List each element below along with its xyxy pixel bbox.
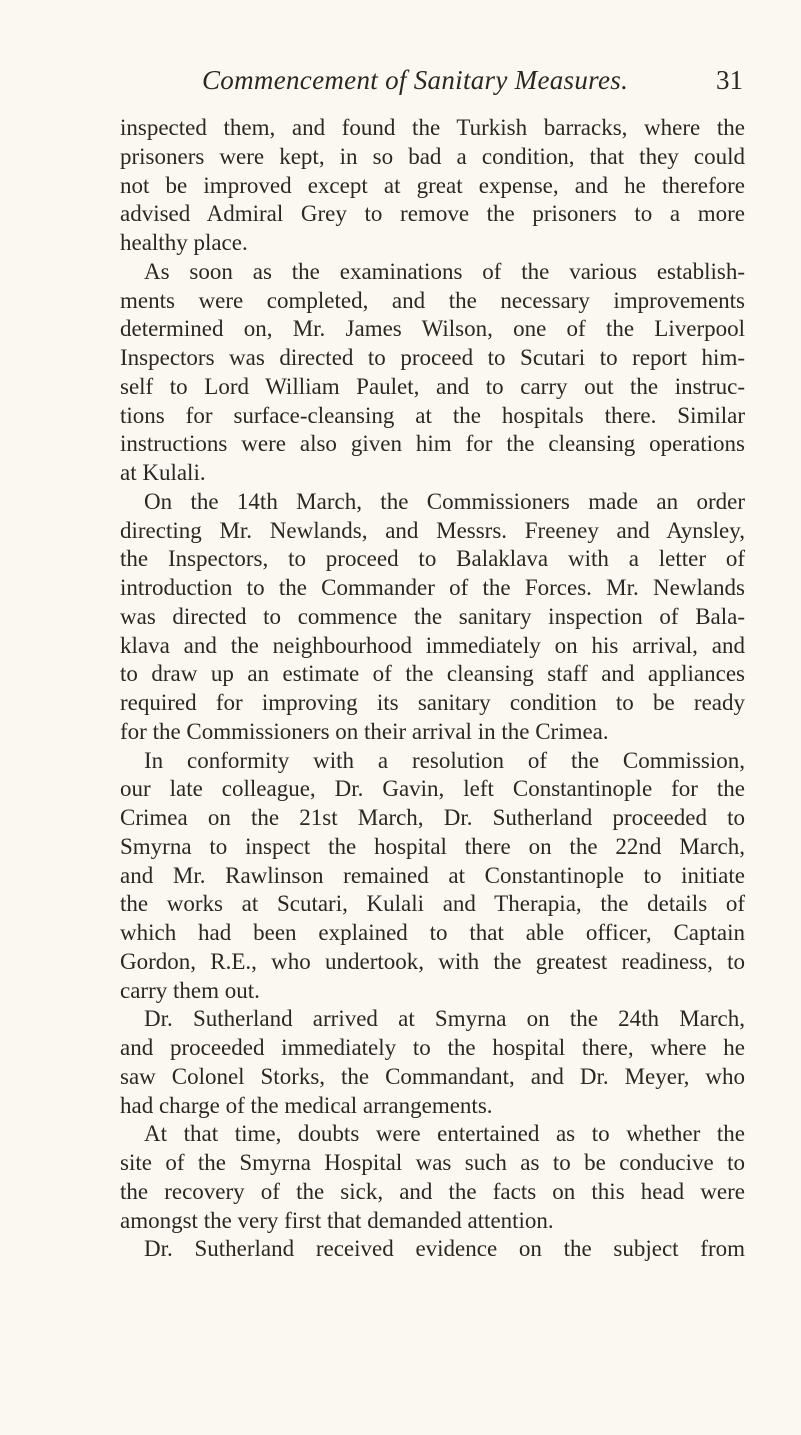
text-line: On the 14th March, the Commissioners made an order <box>144 488 745 514</box>
text-line: Inspectors was directed to proceed to Scutari to report him- <box>120 345 745 370</box>
text-line: inspected them, and found the Turkish barracks, where the <box>120 115 745 140</box>
text-line: the works at Scutari, Kulali and Therapia, the details of <box>120 891 745 917</box>
text-line: At that time, doubts were entertained as to whether the <box>144 1121 745 1147</box>
running-head <box>120 62 745 102</box>
text-line: the Inspectors, to proceed to Balaklava with a letter of <box>120 546 745 572</box>
text-line: and Mr. Rawlinson remained at Constantinople to initiate <box>120 862 745 888</box>
text-line: and proceeded immediately to the hospital there, where he <box>120 1035 745 1060</box>
text-line: As soon as the examinations of the various establish- <box>144 258 745 284</box>
text-line: Smyrna to inspect the hospital there on the 22nd March, <box>120 833 745 859</box>
text-line: In conformity with a resolution of the Commission, <box>144 747 745 773</box>
text-line: had charge of the medical arrangements. <box>120 1092 493 1118</box>
page-number: 31 <box>716 65 743 95</box>
text-line: healthy place. <box>120 230 248 255</box>
text-line: amongst the very first that demanded attention. <box>120 1207 554 1233</box>
text-line: Gordon, R.E., who undertook, with the greatest readiness, to <box>120 948 745 974</box>
text-line: tions for surface-cleansing at the hospitals there. Similar <box>120 402 745 428</box>
text-line: instructions were also given him for the cleansing operations <box>120 431 745 457</box>
text-line: saw Colonel Storks, the Commandant, and Dr. Meyer, who <box>120 1063 745 1089</box>
text-line: required for improving its sanitary condition to be ready <box>120 690 745 715</box>
text-line: Dr. Sutherland received evidence on the subject from <box>144 1236 745 1262</box>
text-line: to draw up an estimate of the cleansing staff and appliances <box>120 661 745 687</box>
text-line: prisoners were kept, in so bad a condition, that they could <box>120 143 745 169</box>
text-line: introduction to the Commander of the Forces. Mr. Newlands <box>120 575 745 600</box>
text-line: Crimea on the 21st March, Dr. Sutherland proceeded to <box>120 805 745 830</box>
text-line: self to Lord William Paulet, and to carry out the instruc- <box>120 373 745 399</box>
text-line: directing Mr. Newlands, and Messrs. Freeney and Aynsley, <box>120 517 745 543</box>
body-text <box>120 114 745 1264</box>
text-line: not be improved except at great expense, and he therefore <box>120 172 745 198</box>
text-line: for the Commissioners on their arrival in the Crimea. <box>120 718 609 744</box>
text-line: at Kulali. <box>120 460 206 485</box>
text-line: was directed to commence the sanitary inspection of Bala- <box>120 603 745 629</box>
text-line: ments were completed, and the necessary improvements <box>120 287 745 313</box>
text-line: which had been explained to that able officer, Captain <box>120 920 745 945</box>
text-line: klava and the neighbourhood immediately on his arrival, and <box>120 632 745 658</box>
text-line: advised Admiral Grey to remove the prisoners to a more <box>120 201 745 227</box>
text-line: carry them out. <box>120 977 260 1003</box>
text-line: site of the Smyrna Hospital was such as to be conducive to <box>120 1150 745 1175</box>
text-line: Dr. Sutherland arrived at Smyrna on the 24th March, <box>144 1006 745 1032</box>
text-line: the recovery of the sick, and the facts on this head were <box>120 1178 745 1204</box>
text-line: our late colleague, Dr. Gavin, left Constantinople for the <box>120 776 745 802</box>
running-title: Commencement of Sanitary Measures. <box>202 65 629 95</box>
text-line: determined on, Mr. James Wilson, one of the Liverpool <box>120 316 745 342</box>
